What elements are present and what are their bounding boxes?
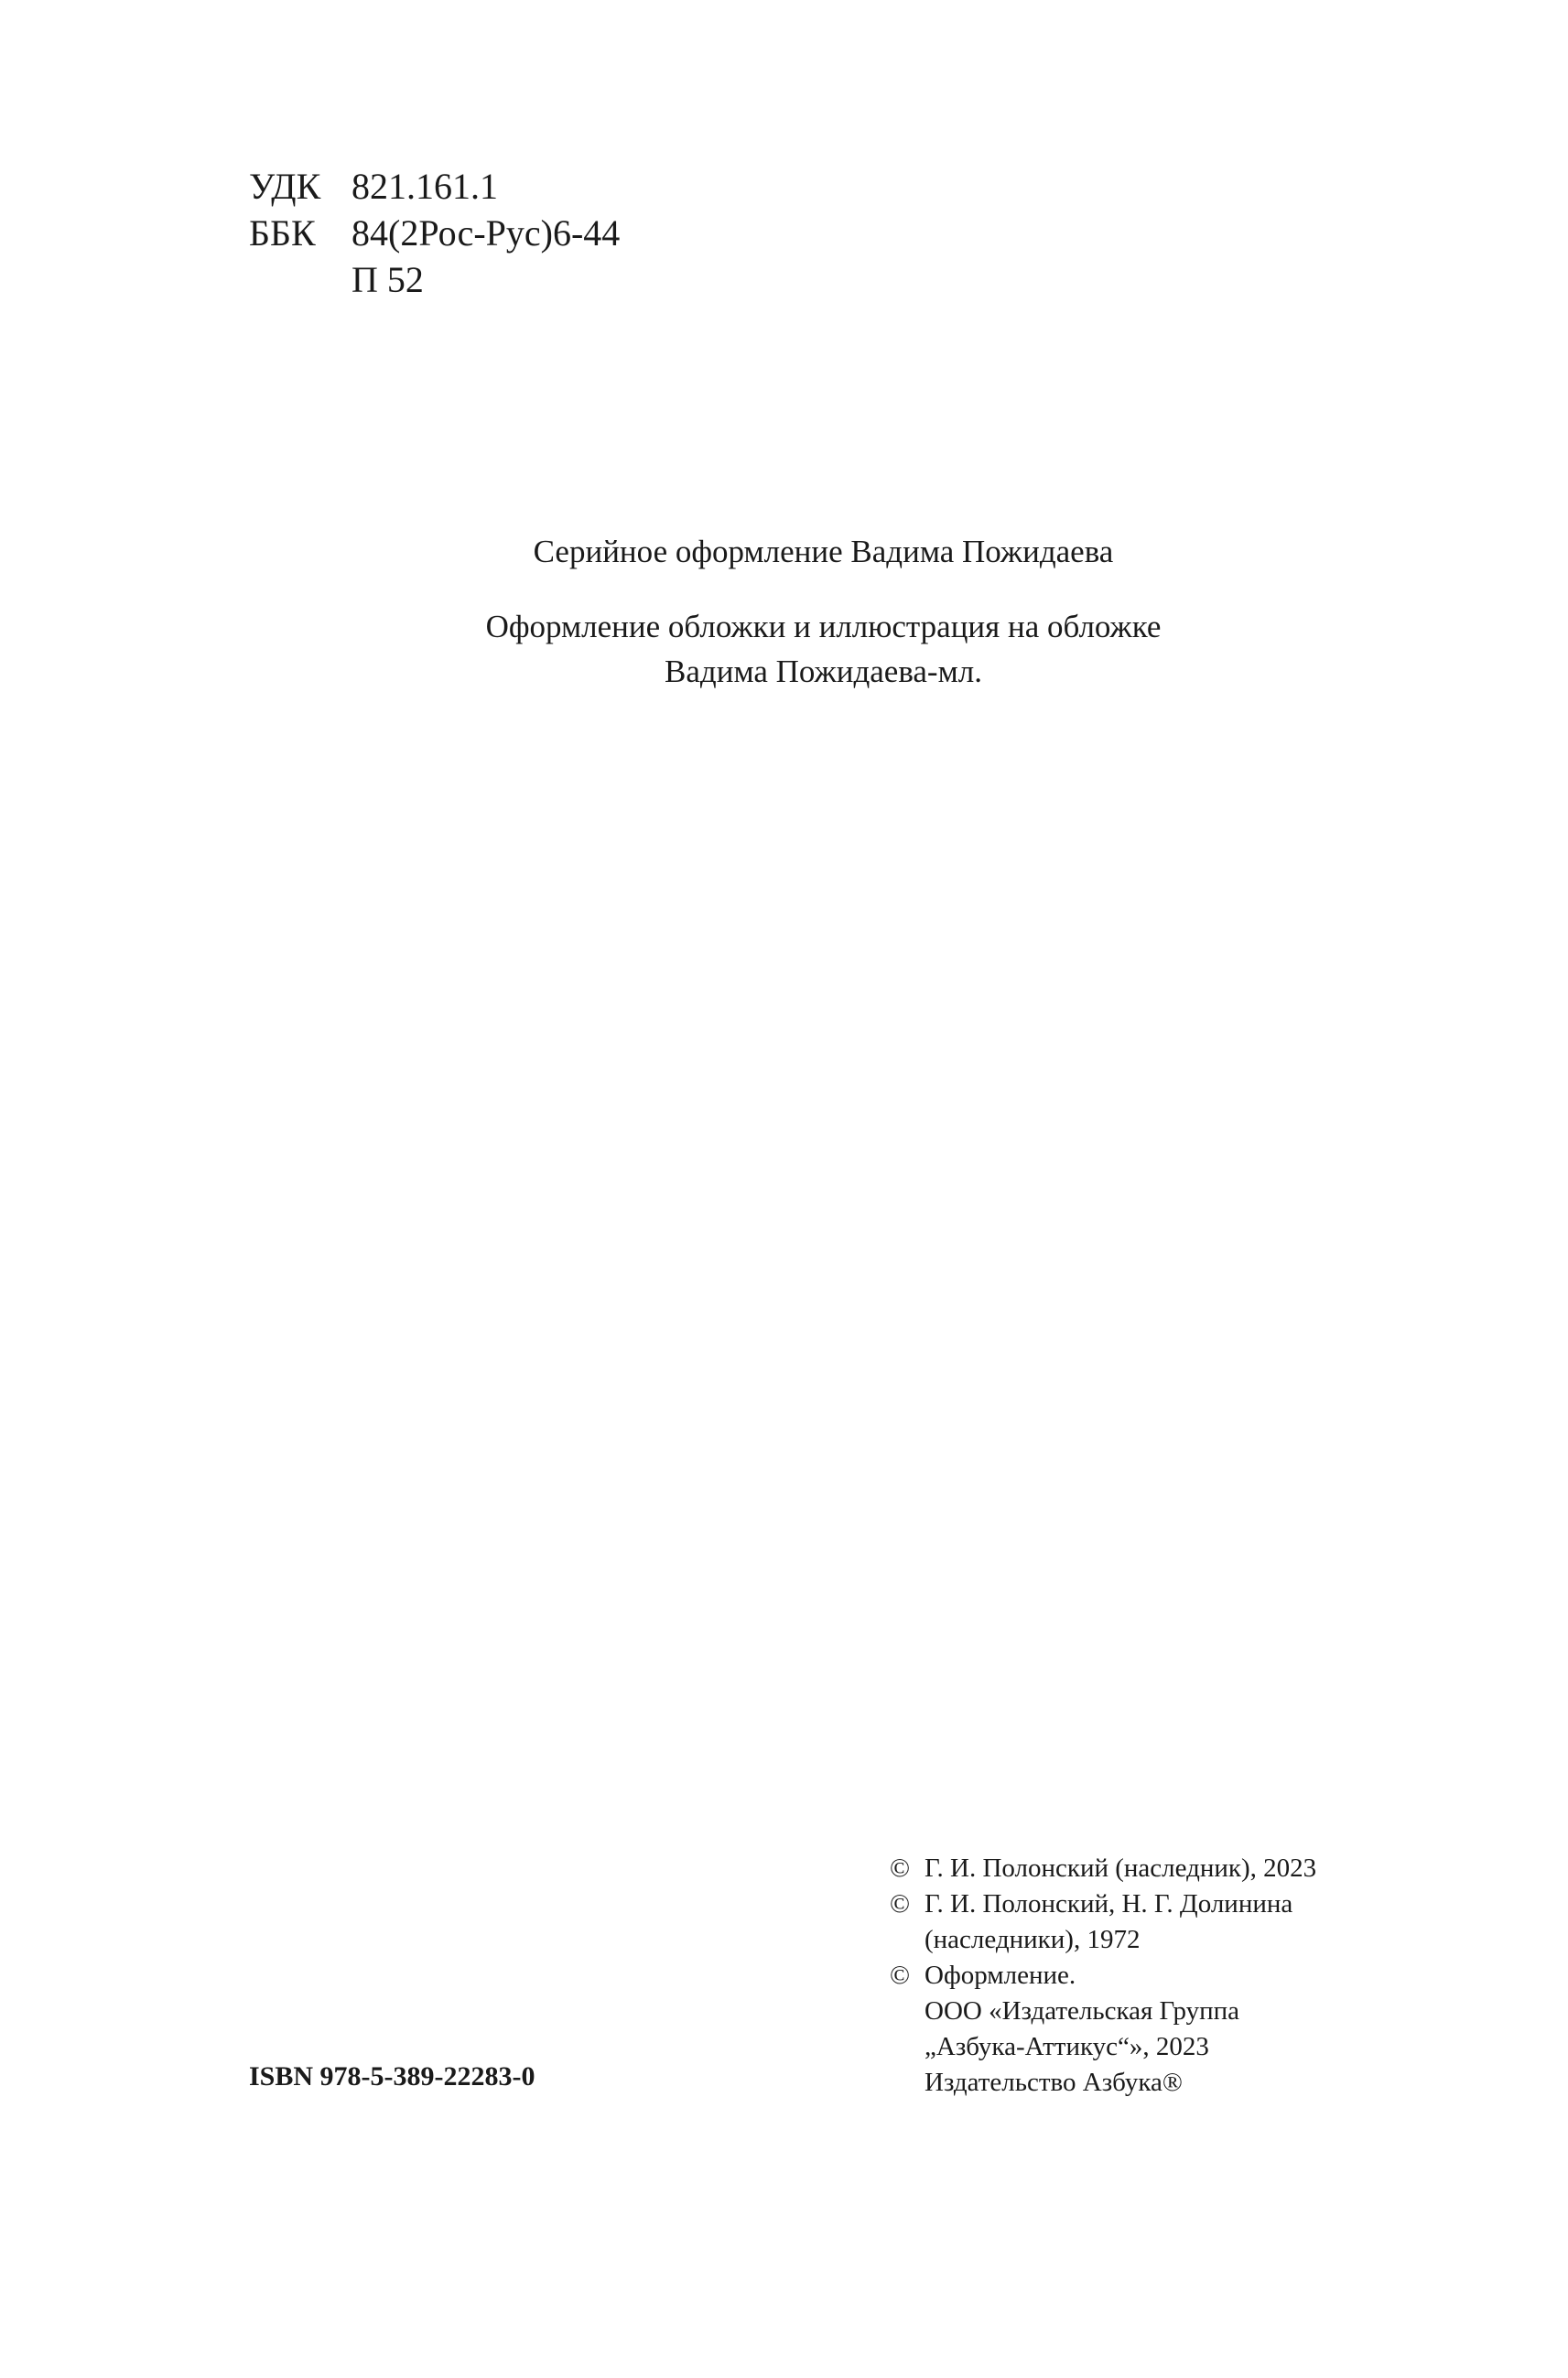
copyright-line: ООО «Издательская Группа — [925, 1996, 1240, 2026]
isbn: ISBN 978-5-389-22283-0 — [249, 2061, 535, 2092]
bbk-value: 84(2Рос-Рус)6-44 — [351, 212, 621, 254]
udk-label: УДК — [249, 166, 321, 207]
copyright-line: (наследники), 1972 — [925, 1925, 1141, 1954]
copyright-line: Оформление. — [925, 1961, 1076, 1990]
bbk-label: ББК — [249, 212, 316, 254]
copyright-line: Г. И. Полонский (наследник), 2023 — [925, 1854, 1317, 1883]
copyright-item — [890, 1851, 1316, 1886]
copyright-text — [925, 1851, 1316, 1886]
copyright-sign-icon: © — [890, 1889, 911, 1919]
copyright-text — [925, 1958, 1239, 2101]
series-design-text: Серийное оформление Вадима Пожидаева — [533, 534, 1114, 569]
series-design-credit — [39, 529, 1568, 574]
udk-row — [249, 163, 620, 210]
copyright-line: „Азбука-Аттикус“», 2023 — [925, 2032, 1209, 2061]
copyright-sign-icon: © — [890, 1961, 911, 1990]
cover-design-line-1: Оформление обложки и иллюстрация на обложке — [485, 609, 1162, 644]
copyright-line: Издательство Азбука® — [925, 2068, 1183, 2097]
cover-design-credit — [39, 604, 1568, 694]
udk-value: 821.161.1 — [351, 166, 498, 207]
author-mark: П 52 — [351, 259, 424, 300]
copyright-line: Г. И. Полонский, Н. Г. Долинина — [925, 1889, 1293, 1919]
copyright-text — [925, 1886, 1292, 1958]
bbk-row — [249, 210, 620, 256]
copyright-sign-icon: © — [890, 1854, 911, 1883]
copyright-block — [890, 1851, 1316, 2101]
copyright-item — [890, 1886, 1316, 1958]
classification-block — [249, 163, 620, 303]
copyright-item — [890, 1958, 1316, 2101]
cover-design-line-2: Вадима Пожидаева-мл. — [665, 654, 982, 689]
